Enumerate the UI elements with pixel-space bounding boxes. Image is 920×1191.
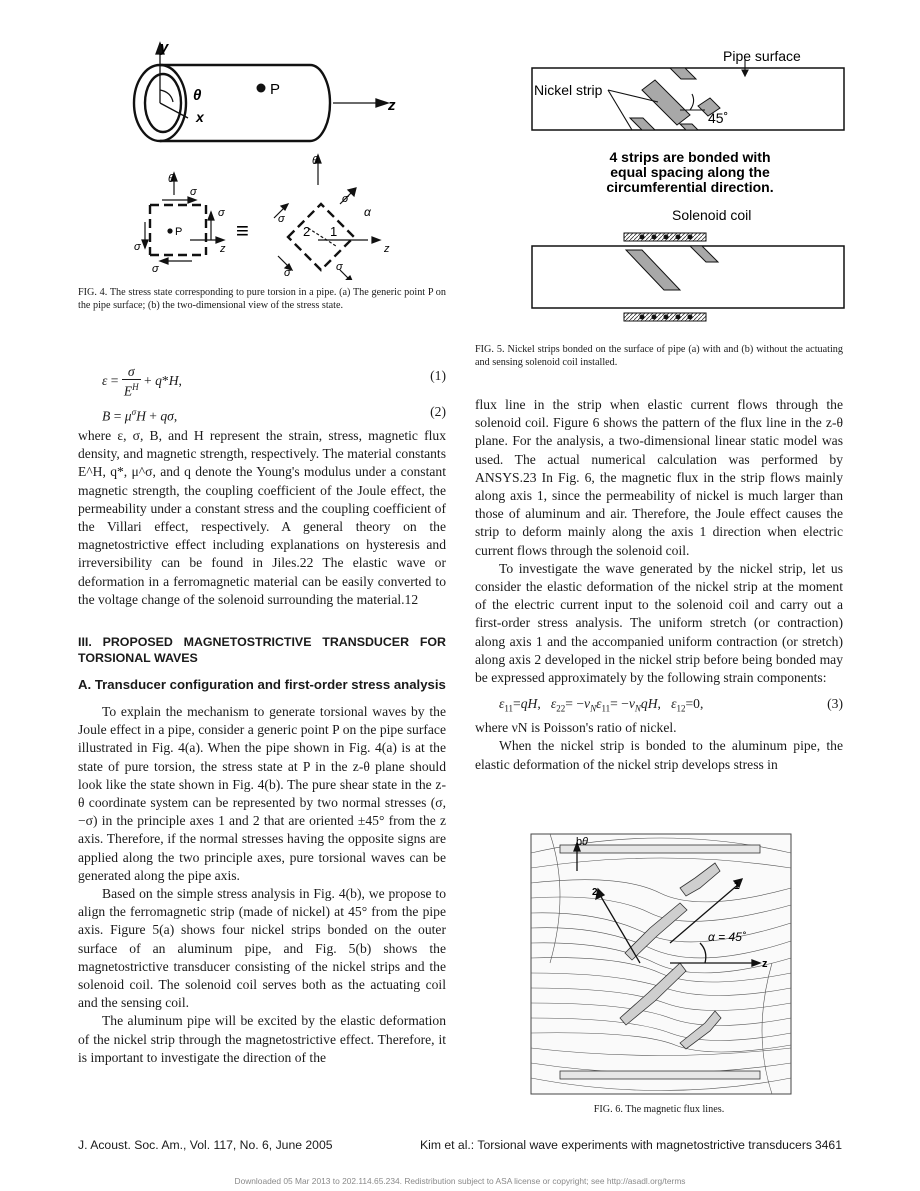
paragraph-where-nu: where νN is Poisson's ratio of nickel. xyxy=(475,720,677,736)
paragraph-flux: flux line in the strip when elastic current flows through the solenoid coil. Figure 6 shows the pattern of the flux line in the z-θ plane. For the analysis, a two-dimensional linear static model was used. The actual numerical calculation was performed by ANSYS.23 In Fig. 6, the magnetic flux in the strip flows mainly along axis 1, since the permeability of nickel is much larger than those of aluminum and air. Therefore, the Joule effect causes the strip to deform mainly along the axis 1 direction when electric current flows through the solenoid coil. xyxy=(475,397,843,558)
paragraph-based: Based on the simple stress analysis in Fig. 4(b), we propose to align the ferromagnetic strip (made of nickel) at 45° from the pipe axis. Figure 5(a) shows four nickel strips bonded on the outer surface of an aluminum pipe, and Fig. 5(b) shows the magnetostrictive transducer consisting of the nickel strips and the solenoid coil. The solenoid coil serves both as the actuating coil and the sensing coil. xyxy=(78,886,446,1011)
paragraph-explain: To explain the mechanism to generate torsional waves by the Joule effect in a pipe, consider a generic point P on the pipe surface illustrated in Fig. 4(a). When the pipe shown in Fig. 4(a) is at the state of pure torsion, the stress state at P in the z-θ plane should look like the state shown in Fig. 4(b). The pure shear state in the z-θ coordinate system can be represented by two normal stresses (σ,−σ) in the principle axes 1 and 2 that are oriented ±45° from the z axis. Therefore, if the normal stresses having the opposite signs are applied along the two principle axes, pure torsional waves can be generated along the pipe axis. xyxy=(78,704,446,883)
fig5-caption: FIG. 5. Nickel strips bonded on the surface of pipe (a) with and (b) without the actuating and sensing solenoid coil installed. xyxy=(475,344,843,369)
fig4a-label-y: y xyxy=(160,40,169,56)
figure-6-flux-lines xyxy=(530,833,792,1095)
equation-3-number: (3) xyxy=(827,696,843,712)
fig4b-theta: θ xyxy=(168,173,174,185)
fig5-note-line1: 4 strips are bonded with xyxy=(609,149,771,165)
fig4b-sigma-bottom: σ xyxy=(152,263,159,275)
footer-page-number: 3461 xyxy=(814,1138,842,1152)
fig5b-strips xyxy=(626,246,718,290)
equation-2-number: (2) xyxy=(430,404,446,419)
fig6-label-2: 2 xyxy=(592,887,598,898)
fig4b-P: P xyxy=(175,226,183,238)
fig4b-axis-1: 1 xyxy=(330,224,338,239)
subsection-heading-A: A. Transducer configuration and first-order stress analysis xyxy=(78,677,446,693)
equation-3: $\varepsilon_{11}=qH$, $\varepsilon_{22}= -\nu_N\varepsilon_{11}= -\nu_NqH$, $\varepsilon_{12}=0$, (3) xyxy=(499,696,843,714)
fig4b-z-left: z xyxy=(220,243,226,255)
fig4b-diamond-sigma-1: σ xyxy=(342,193,349,205)
paragraph-investigate: To investigate the wave generated by the nickel strip, let us consider the elastic deformation of the nickel strip at the moment of the electric current input to the solenoid coil and carry out a first-order stress analysis. The uniform stretch (or contraction) along axis 1 and the accompanied uniform contraction (or stretch) along axis 2 developed in the nickel strip before being bonded may be expressed approximately by the following strain components: xyxy=(475,560,843,686)
fig4b-z-right: z xyxy=(384,243,390,255)
fig6-label-z: z xyxy=(762,958,768,970)
figure-5 xyxy=(530,40,850,330)
fig5-nickel-strip-label: Nickel strip xyxy=(534,82,603,98)
equation-1: ε = $\frac{\sigma}{E^H}$ + q*H, (1) xyxy=(102,364,446,399)
download-notice: Downloaded 05 Mar 2013 to 202.114.65.234. Redistribution subject to ASA license or copyright; see http://asadl.org/terms xyxy=(234,1176,686,1186)
fig4-caption: FIG. 4. The stress state corresponding to pure torsion in a pipe. (a) The generic point P on the pipe surface; (b) the two-dimensional view of the stress state. xyxy=(78,287,446,312)
fig5b-coil-bottom xyxy=(624,313,706,321)
fig4b-diamond-sigma-2: σ xyxy=(278,213,285,225)
fig6-label-alpha: α = 45˚ xyxy=(708,930,746,944)
fig4b-sigma-left: σ xyxy=(134,241,141,253)
fig5b-pipe xyxy=(532,246,844,308)
equation-2: $B = \mu^\sigma H + q\sigma$, (2) xyxy=(102,404,446,424)
fig4b-sigma-right: σ xyxy=(218,207,225,219)
fig6-label-theta: θ xyxy=(582,836,588,848)
fig6-label-b: b xyxy=(576,836,583,848)
figure-4-diagram xyxy=(78,40,448,280)
fig4a-label-z: z xyxy=(388,97,396,114)
fig4a-label-x: x xyxy=(196,109,204,125)
fig4b-diamond-theta: θ xyxy=(312,155,318,167)
footer-author-title: Kim et al.: Torsional wave experiments with magnetostrictive transducers xyxy=(420,1138,812,1152)
fig4b-diamond-sigma-4: σ xyxy=(336,261,343,273)
figure-5-diagram xyxy=(530,40,850,330)
fig4b-alpha: α xyxy=(364,205,371,219)
fig4a-label-theta: θ xyxy=(193,87,202,104)
paragraph-aluminum: The aluminum pipe will be excited by the elastic deformation of the nickel strip through the magnetostrictive effect. Therefore, it is important to investigate the direction of the xyxy=(78,1013,446,1065)
fig5-pipe-surface-label: Pipe surface xyxy=(723,48,801,64)
fig4a-pipe xyxy=(134,65,330,141)
footer-journal: J. Acoust. Soc. Am., Vol. 117, No. 6, June 2005 xyxy=(78,1138,333,1152)
paragraph-bonded: When the nickel strip is bonded to the aluminum pipe, the elastic deformation of the nickel strip develops stress in xyxy=(475,738,843,772)
fig5-note-line3: circumferential direction. xyxy=(606,179,774,195)
figure-6 xyxy=(530,833,792,1095)
paragraph-where-eps: where ε, σ, B, and H represent the strain, stress, magnetic flux density, and magnetic strength, respectively. The material constants E^H, q*, μ^σ, and q denote the Young's modulus under a constant magnetic strength, the coupling coefficient of the Joule effect, the permeability under a constant stress and the coupling coefficient of the Villari effect, respectively. A general theory on the magnetostrictive effect including explanations on hysteresis and irreversibility can be found in Jiles.22 The elastic wave or deformation in a ferromagnetic material can be easily converted to the voltage change of the solenoid surrounding the material.12 xyxy=(78,428,446,607)
fig5-note-line2: equal spacing along the xyxy=(610,164,770,180)
section-heading-III: III. PROPOSED MAGNETOSTRICTIVE TRANSDUCER FOR TORSIONAL WAVES xyxy=(78,635,446,666)
fig4b-diamond-sigma-3: σ xyxy=(284,267,291,279)
fig6-caption: FIG. 6. The magnetic flux lines. xyxy=(593,1104,725,1115)
fig6-label-1: 1 xyxy=(734,881,740,892)
fig5-solenoid-label: Solenoid coil xyxy=(672,207,752,223)
fig4b-sigma-top: σ xyxy=(190,186,197,198)
right-column xyxy=(475,396,843,774)
figure-4 xyxy=(78,40,448,280)
fig4b-equivalent: ≡ xyxy=(236,218,249,243)
fig4b-axis-2: 2 xyxy=(303,224,311,239)
fig4a-label-P: P xyxy=(270,81,281,98)
left-column xyxy=(78,357,446,1067)
equation-1-number: (1) xyxy=(430,368,446,383)
fig5-angle-label: 45˚ xyxy=(708,110,729,126)
fig5b-coil-top xyxy=(624,233,706,241)
